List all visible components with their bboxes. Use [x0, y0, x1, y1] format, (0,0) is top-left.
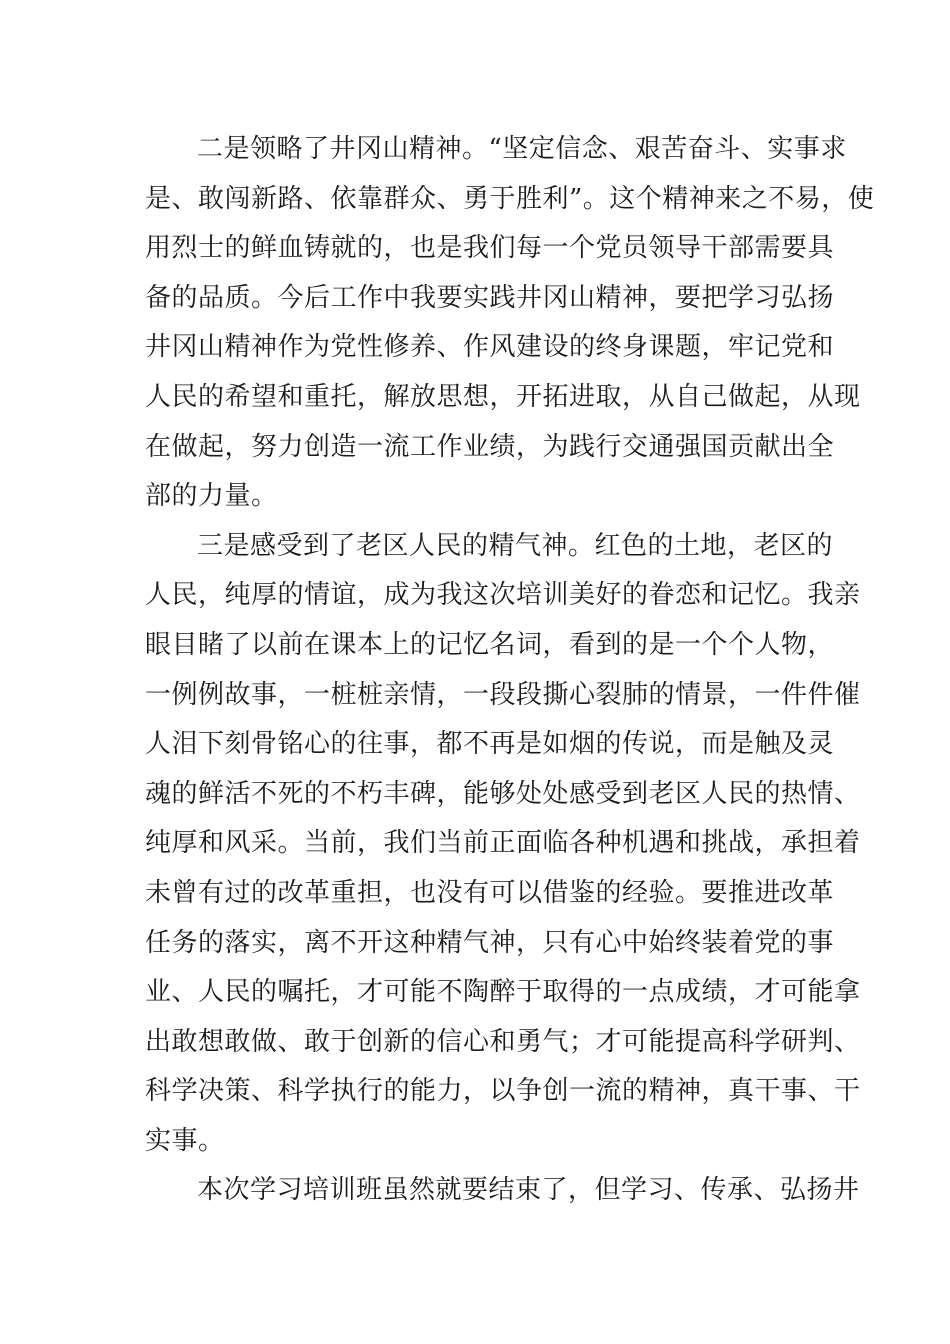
- text-line: 出敢想敢做、敢于创新的信心和勇气；才可能提高科学研判、: [145, 1026, 861, 1057]
- paragraph-old-revolutionary-base-spirit: [145, 522, 861, 1167]
- paragraph-jinggangshan-spirit: [145, 125, 875, 522]
- text-line: 在做起，努力创造一流工作业绩，为践行交通强国贡献出全: [145, 431, 835, 462]
- text-line: 本次学习培训班虽然就要结束了，但学习、传承、弘扬井: [197, 1175, 860, 1206]
- text-line: 实事。: [145, 1125, 225, 1156]
- text-line: 未曾有过的改革重担，也没有可以借鉴的经验。要推进改革: [145, 877, 835, 908]
- text-line: 备的品质。今后工作中我要实践井冈山精神，要把学习弘扬: [145, 282, 835, 313]
- text-line: 科学决策、科学执行的能力，以争创一流的精神，真干事、干: [145, 1076, 861, 1107]
- text-line: 人民的希望和重托，解放思想，开拓进取，从自己做起，从现: [145, 381, 861, 412]
- text-line: 是、敢闯新路、依靠群众、勇于胜利”。这个精神来之不易，使: [145, 183, 875, 214]
- text-line: 三是感受到了老区人民的精气神。红色的土地，老区的: [197, 530, 834, 561]
- paragraph-training-conclusion: [145, 1166, 860, 1216]
- text-line: 魂的鲜活不死的不朽丰碑，能够处处感受到老区人民的热情、: [145, 778, 861, 809]
- text-line: 井冈山精神作为党性修养、作风建设的终身课题，牢记党和: [145, 332, 835, 363]
- text-line: 人泪下刻骨铭心的往事，都不再是如烟的传说，而是触及灵: [145, 729, 835, 760]
- text-line: 部的力量。: [145, 481, 278, 512]
- text-line: 二是领略了井冈山精神。“坚定信念、艰苦奋斗、实事求: [197, 134, 847, 164]
- text-line: 眼目睹了以前在课本上的记忆名词，看到的是一个个人物，: [145, 629, 835, 660]
- text-line: 用烈士的鲜血铸就的，也是我们每一个党员领导干部需要具: [145, 233, 835, 264]
- text-line: 人民，纯厚的情谊，成为我这次培训美好的眷恋和记忆。我亲: [145, 580, 861, 611]
- text-line: 纯厚和风采。当前，我们当前正面临各种机遇和挑战，承担着: [145, 828, 861, 859]
- text-line: 一例例故事，一桩桩亲情，一段段撕心裂肺的情景，一件件催: [145, 679, 861, 710]
- text-line: 任务的落实，离不开这种精气神，只有心中始终装着党的事: [145, 927, 835, 958]
- document-body: [145, 125, 875, 1216]
- text-line: 业、人民的嘱托，才可能不陶醉于取得的一点成绩，才可能拿: [145, 977, 861, 1008]
